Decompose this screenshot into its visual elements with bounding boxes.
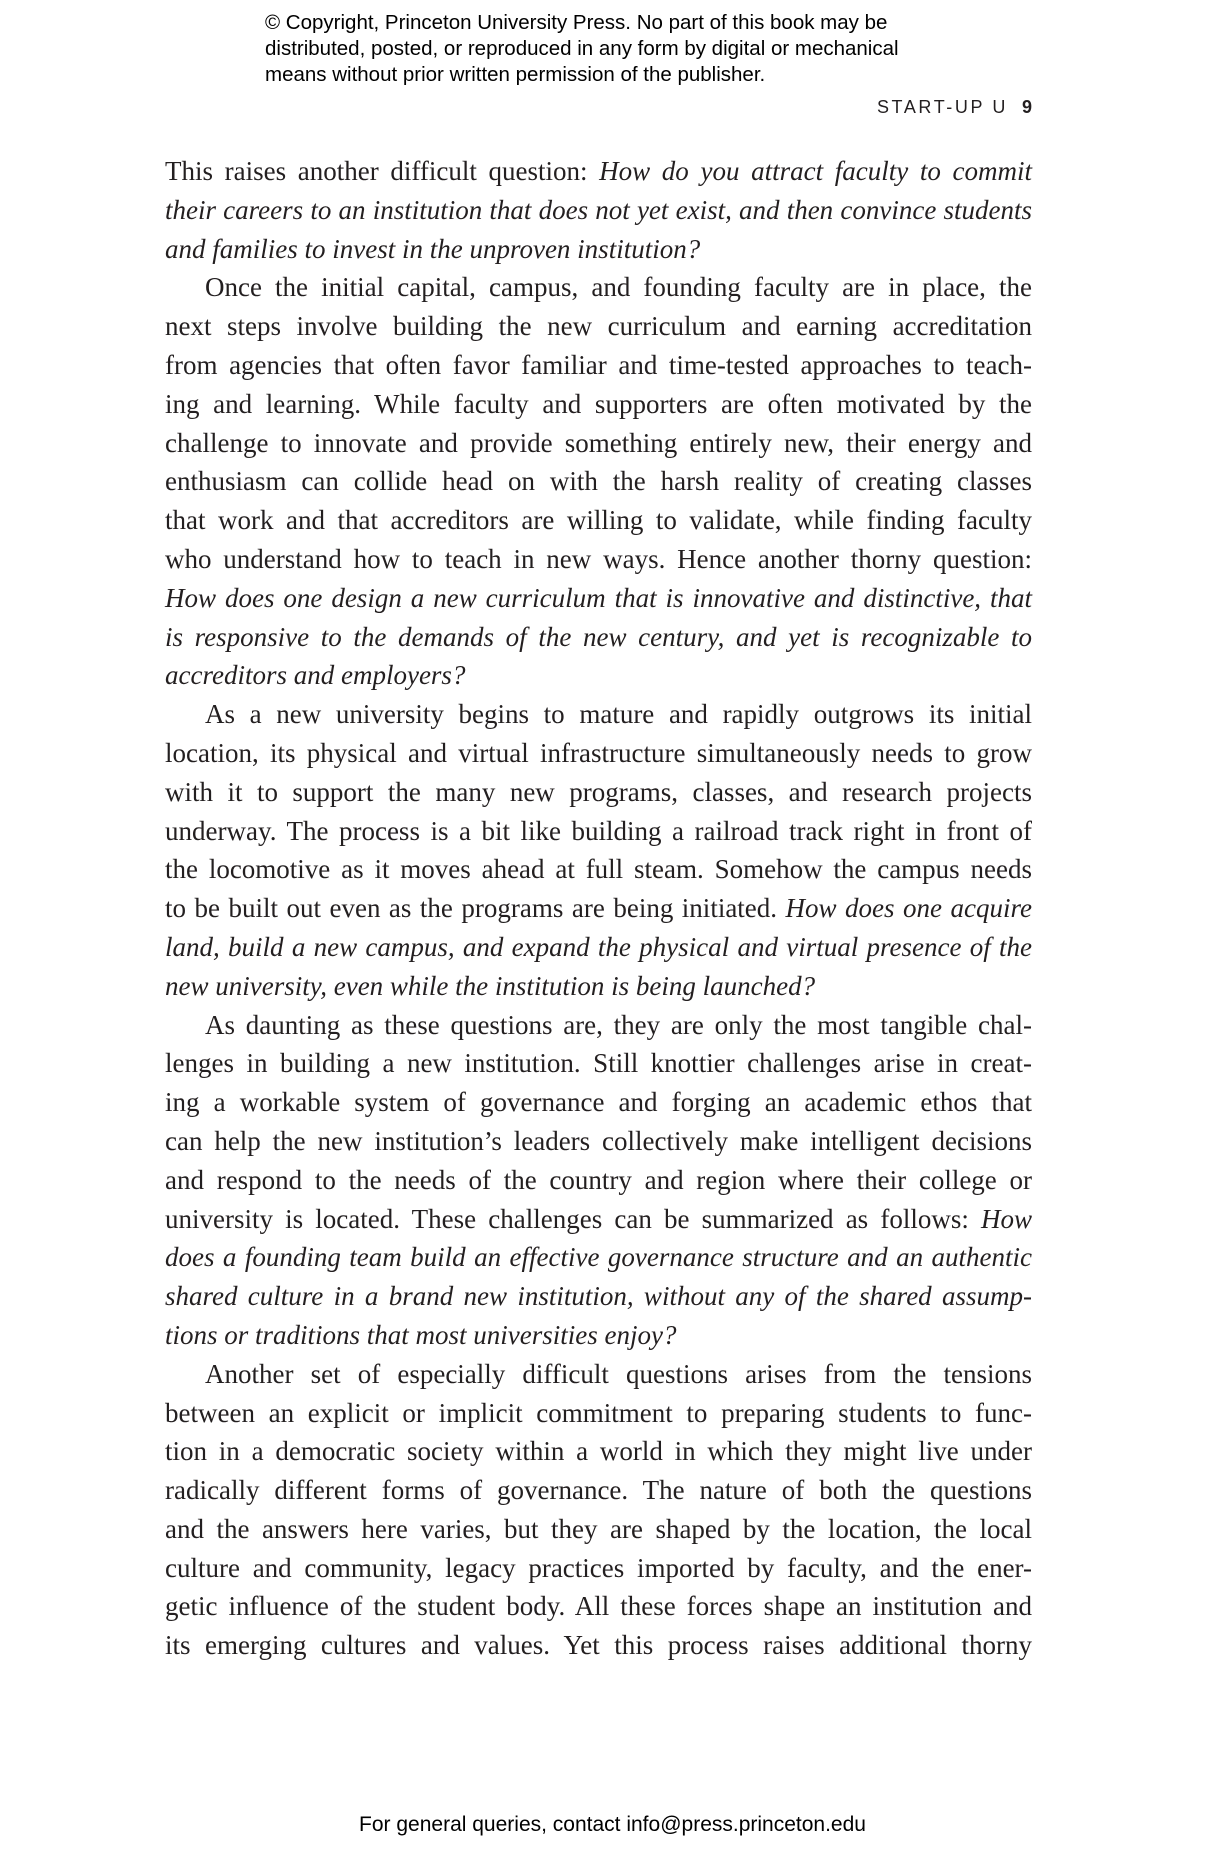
italic-text-run: shared culture in a brand new institution, without any of the shared assump- (165, 1281, 1032, 1312)
text-line (165, 695, 1032, 734)
italic-text-run: their careers to an institution that does not yet exist, and then convince students (165, 194, 1032, 225)
text-line (165, 346, 1032, 385)
text-line (165, 1044, 1032, 1083)
italic-text-run: tions or traditions that most universities enjoy? (165, 1319, 677, 1350)
text-line (165, 1626, 1032, 1665)
text-line (165, 1161, 1032, 1200)
text-run: between an explicit or implicit commitment to preparing students to func- (165, 1397, 1032, 1428)
text-run: next steps involve building the new curriculum and earning accreditation (165, 311, 1032, 342)
text-run: enthusiasm can collide head on with the harsh reality of creating classes (165, 466, 1032, 497)
text-run: underway. The process is a bit like building a railroad track right in front of (165, 815, 1032, 846)
text-line (165, 1355, 1032, 1394)
text-run: challenge to innovate and provide something entirely new, their energy and (165, 427, 1032, 458)
text-run: Once the initial capital, campus, and founding faculty are in place, the (205, 272, 1032, 303)
italic-text-run: How (980, 1203, 1032, 1234)
copyright-line: means without prior written permission of the publisher. (265, 63, 766, 86)
copyright-line: © Copyright, Princeton University Press. No part of this book may be (265, 11, 888, 34)
italic-text-run: and families to invest in the unproven institution? (165, 233, 701, 264)
text-line (165, 1510, 1032, 1549)
text-line (165, 889, 1032, 928)
text-line (165, 967, 1032, 1006)
text-line (165, 1200, 1032, 1239)
text-run: location, its physical and virtual infrastructure simultaneously needs to grow (165, 737, 1032, 768)
body-text (165, 152, 1032, 1665)
italic-text-run: How does one acquire (785, 893, 1032, 924)
copyright-notice (265, 10, 1025, 88)
text-run: getic influence of the student body. All these forces shape an institution and (165, 1591, 1032, 1622)
text-line (165, 191, 1032, 230)
text-line (165, 579, 1032, 618)
italic-text-run: How does one design a new curriculum that is innovative and distinctive, that (165, 582, 1032, 613)
text-run: to be built out even as the programs are being initiated. (165, 893, 786, 924)
text-run: its emerging cultures and values. Yet this process raises additional thorny (165, 1630, 1032, 1661)
text-line (165, 1394, 1032, 1433)
text-run: tion in a democratic society within a world in which they might live under (165, 1436, 1032, 1467)
page-number: 9 (1021, 97, 1032, 117)
text-run: from agencies that often favor familiar and time-tested approaches to teach- (165, 349, 1032, 380)
text-line (165, 928, 1032, 967)
text-line (165, 850, 1032, 889)
text-line (165, 1549, 1032, 1588)
text-line (165, 1277, 1032, 1316)
text-line (165, 268, 1032, 307)
text-line (165, 773, 1032, 812)
text-line (165, 501, 1032, 540)
text-line (165, 618, 1032, 657)
italic-text-run: new university, even while the institution is being launched? (165, 970, 816, 1001)
text-line (165, 1432, 1032, 1471)
italic-text-run: does a founding team build an effective governance structure and an authentic (165, 1242, 1032, 1273)
text-run: As daunting as these questions are, they are only the most tangible chal- (205, 1009, 1032, 1040)
text-run: Another set of especially difficult questions arises from the tensions (205, 1358, 1032, 1389)
text-run: ing and learning. While faculty and supporters are often motivated by the (165, 388, 1032, 419)
text-run: who understand how to teach in new ways. Hence another thorny question: (165, 543, 1032, 574)
text-line (165, 1006, 1032, 1045)
text-run: ing a workable system of governance and forging an academic ethos that (165, 1087, 1032, 1118)
text-line (165, 1238, 1032, 1277)
italic-text-run: land, build a new campus, and expand the physical and virtual presence of the (165, 931, 1032, 962)
text-line (165, 656, 1032, 695)
text-line (165, 540, 1032, 579)
text-run: radically different forms of governance. The nature of both the questions (165, 1475, 1032, 1506)
italic-text-run: is responsive to the demands of the new century, and yet is recognizable to (165, 621, 1032, 652)
text-run: the locomotive as it moves ahead at full steam. Somehow the campus needs (165, 854, 1032, 885)
copyright-line: distributed, posted, or reproduced in any form by digital or mechanical (265, 37, 899, 60)
text-line (165, 152, 1032, 191)
text-line (165, 812, 1032, 851)
text-line (165, 307, 1032, 346)
italic-text-run: How do you attract faculty to commit (599, 156, 1032, 186)
text-line (165, 1316, 1032, 1355)
text-line (165, 424, 1032, 463)
text-run: can help the new institution’s leaders collectively make intelligent decisions (165, 1125, 1032, 1156)
text-run: and the answers here varies, but they are shaped by the location, the local (165, 1513, 1032, 1544)
text-run: culture and community, legacy practices imported by faculty, and the ener- (165, 1552, 1032, 1583)
text-line (165, 734, 1032, 773)
text-line (165, 1587, 1032, 1626)
text-run: university is located. These challenges can be summarized as follows: (165, 1203, 981, 1234)
footer-contact: For general queries, contact info@press.princeton.edu (359, 1813, 866, 1836)
italic-text-run: accreditors and employers? (165, 660, 466, 691)
text-run: with it to support the many new programs, classes, and research projects (165, 776, 1032, 807)
text-run: This raises another difficult question: (165, 156, 600, 186)
text-run: that work and that accreditors are willing to validate, while finding faculty (165, 505, 1032, 536)
text-run: lenges in building a new institution. Still knottier challenges arise in creat- (165, 1048, 1032, 1079)
text-line (165, 385, 1032, 424)
text-run: and respond to the needs of the country and region where their college or (165, 1164, 1032, 1195)
text-line (165, 1122, 1032, 1161)
text-line (165, 1083, 1032, 1122)
running-head (877, 97, 1032, 118)
running-head-title: START-UP U (876, 97, 1008, 117)
text-line (165, 462, 1032, 501)
text-line (165, 1471, 1032, 1510)
text-line (165, 230, 1032, 269)
text-run: As a new university begins to mature and rapidly outgrows its initial (205, 699, 1032, 730)
